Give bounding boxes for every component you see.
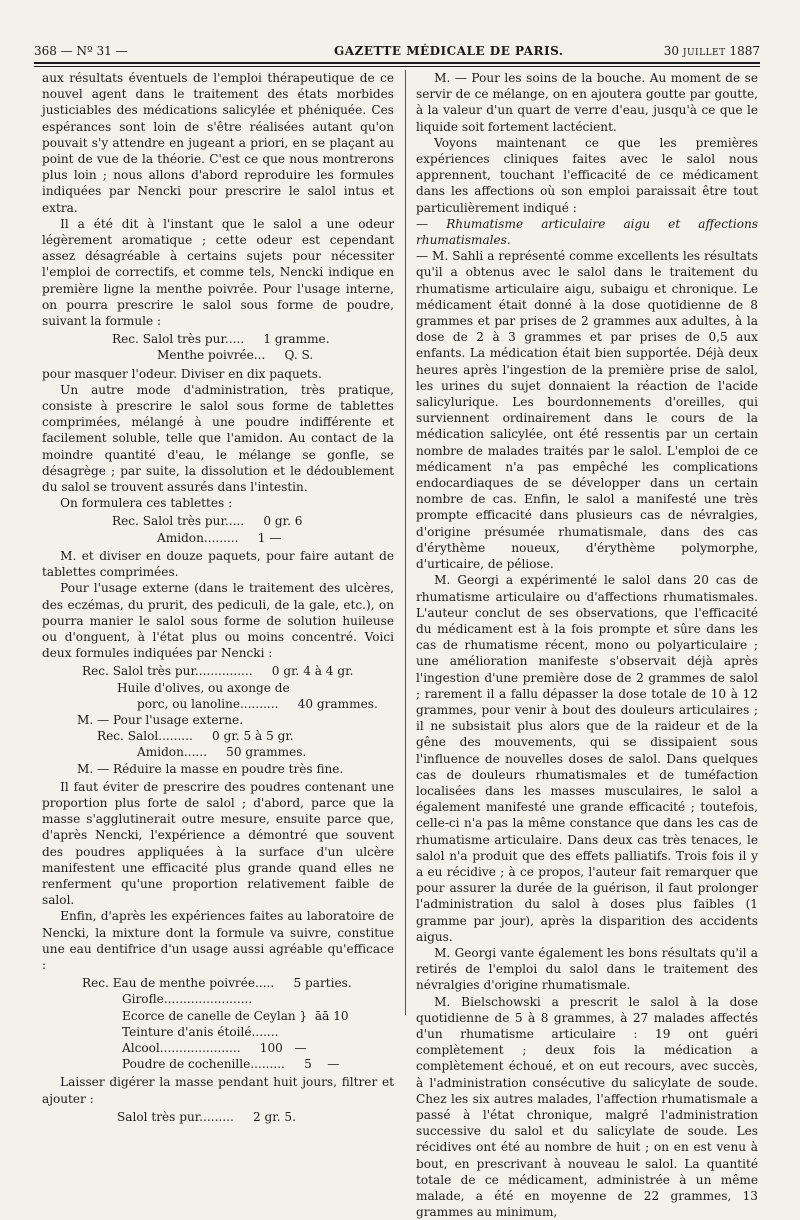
date-day: 30: [663, 44, 680, 58]
formula-line: Salol très pur......... 2 gr. 5.: [117, 1109, 296, 1124]
header-rule-thin: [34, 66, 760, 67]
formula-line: Rec. Salol très pur..... 0 gr. 6: [112, 514, 303, 529]
formula-line: Amidon......... 1 —: [157, 530, 282, 545]
formula-line: Huile d'olives, ou axonge de: [117, 680, 290, 695]
paragraph: aux résultats éventuels de l'emploi thérapeutique de ce nouvel agent dans le traitement des états morbides justiciables des médications salicylée et phéniquée. Ces espérances sont loin de s'être réalisées autant qu'on pouvait s'y attendre en jugeant a priori, en se plaçant au point de vue de la théorie. C'est ce que nous montrerons plus loin ; nous allons d'abord reproduire les formules indiquées par Nencki pour prescrire le salol intus et extra.: [42, 71, 394, 215]
paragraph: pour masquer l'odeur. Diviser en dix paquets.: [42, 366, 322, 381]
formula-external: [42, 663, 394, 776]
page-number-and-issue: [34, 44, 128, 58]
formula-line: Rec. Eau de menthe poivrée..... 5 parties.: [82, 976, 352, 991]
date-year: 1887: [729, 44, 760, 58]
formula-line: porc, ou lanoline.......... 40 grammes.: [137, 696, 378, 711]
paragraph: M. et diviser en douze paquets, pour faire autant de tablettes comprimées.: [42, 548, 394, 580]
journal-title: GAZETTE MÉDICALE DE PARIS.: [334, 44, 564, 58]
issue-number: — Nº 31 —: [60, 44, 128, 58]
paragraph: On formulera ces tablettes :: [60, 496, 233, 511]
formula-line: Menthe poivrée... Q. S.: [157, 348, 314, 363]
page-number: 368: [34, 44, 57, 58]
formula-line: Girofle.......................: [122, 992, 253, 1007]
right-column: [416, 70, 758, 1220]
paragraph: Enfin, d'après les expériences faites au laboratoire de Nencki, la mixture dont la formule va suivre, constitue une eau dentifrice d'un usage aussi agréable qu'efficace :: [42, 909, 394, 972]
formula-line: Rec. Salol très pur..... 1 gramme.: [112, 332, 330, 347]
paragraph: M. Bielschowski a prescrit le salol à la dose quotidienne de 5 à 8 grammes, à 27 malades affectés d'un rhumatisme articulaire : 19 ont guéri complètement ; deux fois la médication a complètement échoué, et on eut recours, avec succès, à l'administration consécutive du salicylate de soude. Chez les six autres malades, l'affection rhumatismale a passé à l'état chronique, malgré l'administration successive du salol et du salicylate de soude. Les récidives ont été au nombre de huit ; on en est venu à bout, en prescrivant à nouveau le salol. La quantité totale de ce médicament, administrée à un même malade, a été en moyenne de 22 grammes, 13 grammes au minimum,: [416, 994, 758, 1220]
paragraph: Voyons maintenant ce que les premières expériences cliniques faites avec le salol nous apprennent, touchant l'efficacité de ce médicament dans les affections où son emploi paraissait être tout particulièrement indiqué :: [416, 135, 758, 215]
formula-powder: [42, 331, 394, 363]
paragraph: M. Georgi a expérimenté le salol dans 20 cas de rhumatisme articulaire ou d'affections rhumatismales. L'auteur conclut de ses observations, que l'efficacité du médicament est à la fois prompte et sûre dans les cas de rhumatisme récent, mono ou polyarticulaire ; une amélioration manifeste s'observait déjà après l'ingestion d'une première dose de 2 grammes de salol ; rarement il a fallu dépasser la dose totale de 10 à 12 grammes, pour venir à bout des douleurs articulaires ; il ne subsistait plus alors que de la raideur et de la gêne des mouvements, qui se dissipaient sous l'influence de nouvelles doses de salol. Dans quelques cas de douleurs rhumatismales et de tuméfaction localisées dans les masses musculaires, le salol a également manifesté une grande efficacité ; toutefois, celle-ci n'a pas la même constance que dans les cas de rhumatisme articulaire. Dans deux cas très tenaces, le salol n'a produit que des effets palliatifs. Trois fois il y a eu récidive ; à ce propos, l'auteur fait remarquer que pour assurer la durée de la guérison, il faut prolonger l'administration du salol à doses plus faibles (1 gramme par jour), après la disparition des accidents aigus.: [416, 573, 758, 944]
paragraph: M. Georgi vante également les bons résultats qu'il a retirés de l'emploi du salol dans le traitement des névralgies d'origine rhumatismale.: [416, 945, 758, 993]
formula-salol-addition: [42, 1109, 394, 1125]
formula-line: M. — Pour l'usage externe.: [77, 712, 244, 727]
paragraph: Pour l'usage externe (dans le traitement des ulcères, des eczémas, du prurit, des pediculi, de la gale, etc.), on pourra manier le salol sous forme de solution huileuse ou d'onguent, à l'état plus ou moins concentré. Voici deux formules indiquées par Nencki :: [42, 581, 394, 661]
formula-dentifrice: [42, 975, 394, 1072]
paragraph: Il faut éviter de prescrire des poudres contenant une proportion plus forte de salol ; d'abord, parce que la masse s'agglutinerait outre mesure, ensuite parce que, d'après Nencki, l'expérience a démontré que souvent des poudres appliquées à la surface d'un ulcère manifestent une efficacité plus grande quand elles ne renferment qu'une proportion relativement faible de salol.: [42, 779, 394, 908]
formula-line: Ecorce de canelle de Ceylan } āā 10: [122, 1008, 349, 1023]
formula-line: Rec. Salol très pur............... 0 gr. 4 à 4 gr.: [82, 664, 354, 679]
column-divider: [405, 70, 406, 1015]
paragraph: Laisser digérer la masse pendant huit jours, filtrer et ajouter :: [42, 1075, 394, 1106]
formula-line: Amidon...... 50 grammes.: [137, 745, 307, 760]
formula-line: Poudre de cochenille......... 5 —: [122, 1057, 340, 1072]
formula-line: Alcool..................... 100 —: [122, 1040, 307, 1055]
paragraph: Un autre mode d'administration, très pratique, consiste à prescrire le salol sous forme de tablettes comprimées, mélangé à une poudre indifférente et facilement soluble, telle que l'amidon. Au contact de la moindre quantité d'eau, le mélange se gonfle, se désagrège ; par suite, la dissolution et le dédoublement du salol se trouvent assurés dans l'intestin.: [42, 382, 394, 495]
formula-line: Teinture d'anis étoilé.......: [122, 1024, 279, 1039]
paragraph: Il a été dit à l'instant que le salol a une odeur légèrement aromatique ; cette odeur est cependant assez désagréable à certains sujets pour nécessiter l'emploi de correctifs, et comme tels, Nencki indique en première ligne la menthe poivrée. Pour l'usage interne, on pourra prescrire le salol sous forme de poudre, suivant la formule :: [42, 216, 394, 329]
section-subheading: — Rhumatisme articulaire aigu et affections rhumatismales.: [416, 216, 758, 248]
left-column: [42, 70, 394, 1124]
issue-date: [664, 44, 760, 58]
paragraph: M. — Pour les soins de la bouche. Au moment de se servir de ce mélange, on en ajoutera goutte par goutte, à la valeur d'un quart de verre d'eau, jusqu'à ce que le liquide soit fortement lactécient.: [416, 71, 758, 134]
page-header: [34, 38, 760, 62]
formula-tablets: [42, 513, 394, 545]
date-month: JUILLET: [682, 48, 726, 58]
header-rule-thick: [34, 62, 760, 64]
paragraph: — M. Sahli a représenté comme excellents les résultats qu'il a obtenus avec le salol dans le traitement du rhumatisme articulaire aigu, subaigu et chronique. Le médicament était donné à la dose quotidienne de 8 grammes et par prises de 2 grammes aux adultes, à la dose de 2 à 3 grammes et par prises de 0,5 aux enfants. La médication était bien supportée. Déjà deux heures après l'ingestion de la première prise de salol, les urines du sujet donnaient la réaction de l'acide salicylurique. Les bourdonnements d'oreilles, qui surviennent ordinairement dans le cours de la médication salicylée, ont été ressentis par un certain nombre de malades traités par le salol. L'emploi de ce médicament n'a pas empêché les complications endocardiaques de se développer dans un certain nombre de cas. Enfin, le salol a manifesté une très prompte efficacité dans plusieurs cas de névralgies, d'origine présumée rhumatismale, dans des cas d'érythème noueux, d'érythème polymorphe, d'urticaire, de péliose.: [416, 249, 758, 572]
formula-line: M. — Réduire la masse en poudre très fine.: [77, 761, 344, 776]
formula-line: Rec. Salol......... 0 gr. 5 à 5 gr.: [97, 729, 294, 744]
